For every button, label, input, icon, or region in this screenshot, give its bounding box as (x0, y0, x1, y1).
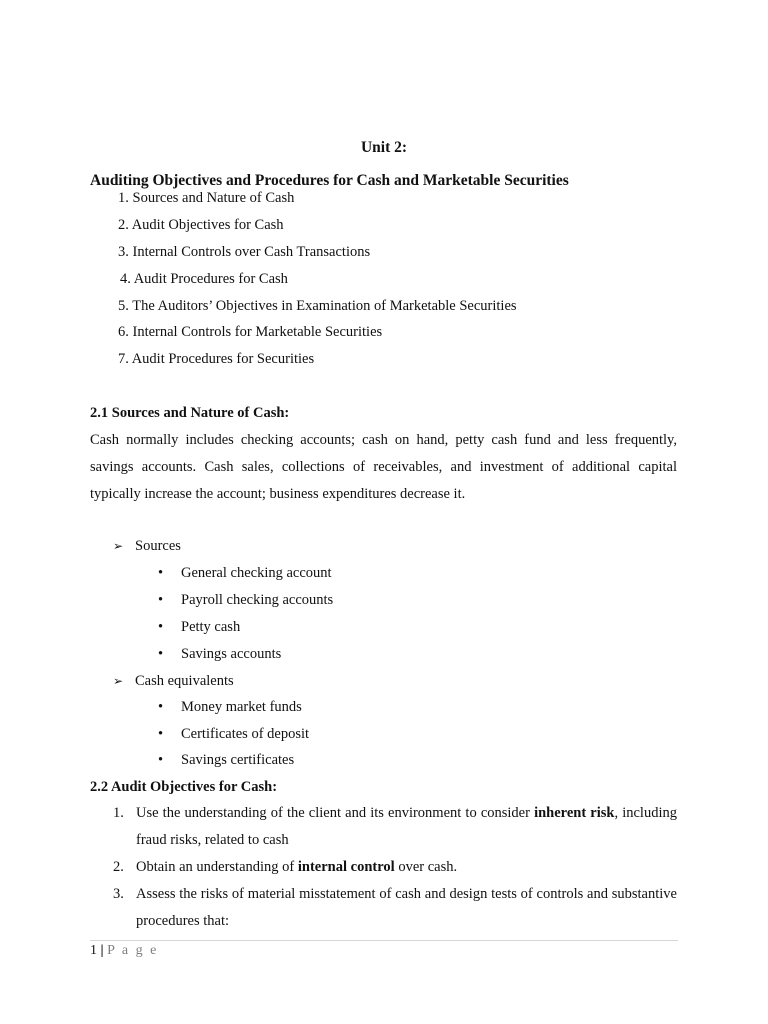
list-item (158, 699, 302, 716)
document-title: Auditing Objectives and Procedures for Cash and Marketable Securities (90, 172, 569, 189)
toc-item: 1. Sources and Nature of Cash (118, 190, 295, 206)
item-text: Assess the risks of material misstatement of cash and design tests of controls and substantive procedures that: (136, 886, 677, 929)
list-item-label: Petty cash (181, 619, 241, 635)
numbered-item (113, 881, 677, 935)
bullet-icon: • (158, 565, 164, 581)
list-item (158, 619, 240, 636)
toc-item: 3. Internal Controls over Cash Transactions (118, 244, 371, 260)
item-text: Obtain an understanding of internal control over cash. (136, 859, 458, 875)
toc-item: 7. Audit Procedures for Securities (118, 351, 315, 367)
emphasis: inherent risk (534, 805, 615, 821)
list-item (158, 565, 332, 582)
item-text: Use the understanding of the client and its environment to consider inherent risk, including fraud risks, related to cash (136, 805, 677, 848)
bullet-icon: • (158, 619, 164, 635)
section-paragraph: Cash normally includes checking accounts; cash on hand, petty cash fund and less frequently, savings accounts. Cash sales, collections of receivables, and investment of additional capital typically increase the account; business expenditures decrease it. (90, 432, 677, 502)
bullet-icon: • (158, 699, 164, 715)
section-heading: 2.1 Sources and Nature of Cash: (90, 405, 290, 421)
arrow-bullet-icon: ➢ (113, 674, 124, 688)
section-heading: 2.2 Audit Objectives for Cash: (90, 779, 278, 795)
toc-item: 5. The Auditors’ Objectives in Examination of Marketable Securities (118, 298, 517, 314)
footer-divider (90, 940, 678, 941)
bullet-icon: • (158, 646, 164, 662)
item-number: 3. (113, 886, 124, 902)
page-label: P a g e (107, 943, 159, 958)
list-item (158, 646, 281, 663)
list-item (113, 673, 234, 690)
list-item-label: Payroll checking accounts (181, 592, 334, 608)
list-item-label: Sources (135, 538, 181, 554)
unit-title: Unit 2: (360, 139, 408, 156)
bullet-icon: • (158, 592, 164, 608)
page-number: 1 (90, 943, 97, 958)
toc-item: 6. Internal Controls for Marketable Securities (118, 324, 383, 340)
list-item-label: General checking account (181, 565, 332, 581)
numbered-item (113, 800, 677, 854)
footer-separator: | (100, 943, 104, 958)
numbered-item (113, 854, 677, 881)
page-footer (90, 943, 158, 959)
list-item-label: Savings accounts (181, 646, 282, 662)
bullet-icon: • (158, 726, 164, 742)
item-number: 1. (113, 805, 124, 821)
list-item-label: Certificates of deposit (181, 726, 310, 742)
item-number: 2. (113, 859, 124, 875)
list-item (113, 538, 181, 555)
list-item (158, 592, 333, 609)
list-item-label: Cash equivalents (135, 673, 234, 689)
toc-item: 2. Audit Objectives for Cash (118, 217, 284, 233)
arrow-bullet-icon: ➢ (113, 539, 124, 553)
bullet-icon: • (158, 752, 164, 768)
list-item-label: Savings certificates (181, 752, 295, 768)
toc-item: 4. Audit Procedures for Cash (120, 271, 288, 287)
list-item (158, 752, 294, 769)
emphasis: internal control (297, 859, 395, 875)
list-item-label: Money market funds (181, 699, 302, 715)
list-item (158, 726, 309, 743)
